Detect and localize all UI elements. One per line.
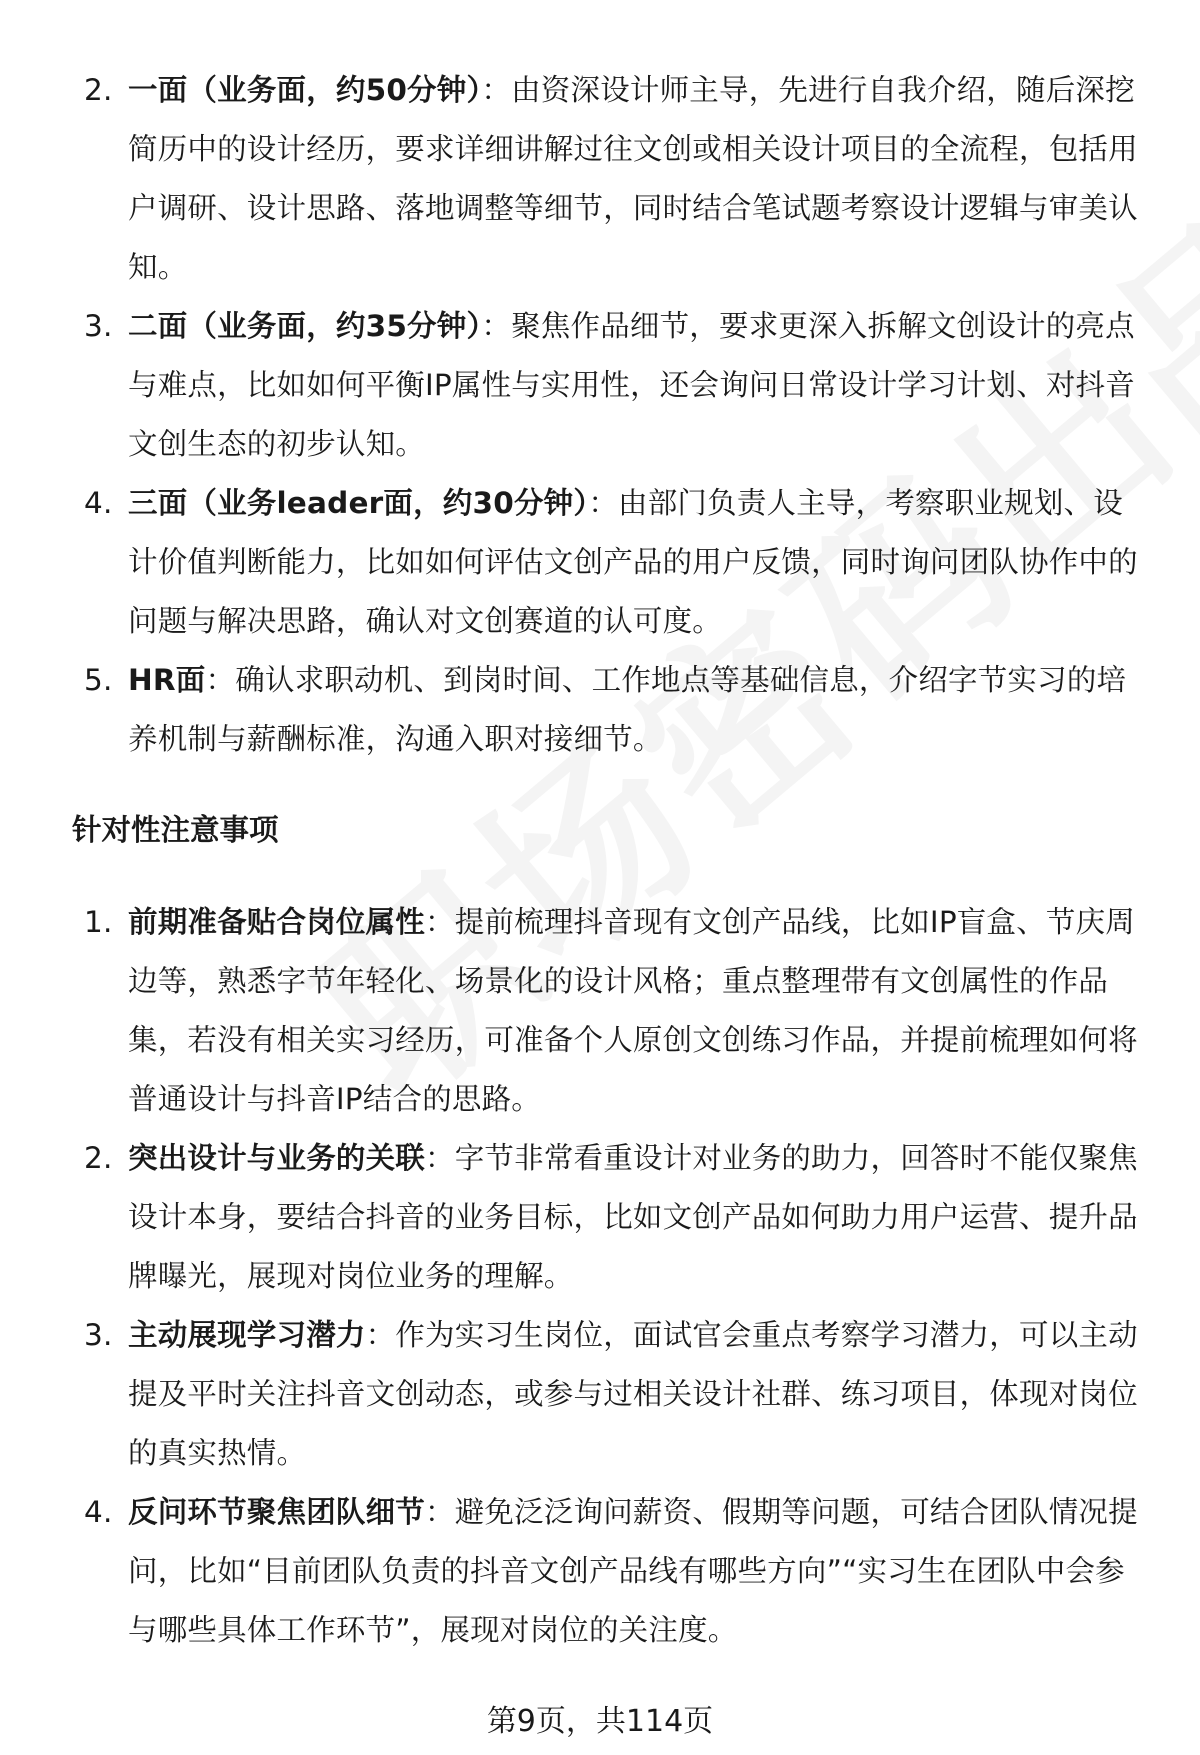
item-lead: HR面 xyxy=(128,663,206,697)
item-lead: 三面（业务leader面，约30分钟） xyxy=(128,486,589,520)
item-number: 4. xyxy=(84,486,113,520)
item-lead: 主动展现学习潜力 xyxy=(128,1318,366,1352)
item-number: 1. xyxy=(84,905,113,939)
list-item xyxy=(0,61,1200,297)
item-number: 2. xyxy=(84,73,113,107)
item-lead: 突出设计与业务的关联 xyxy=(128,1141,426,1175)
list-item xyxy=(0,1483,1200,1660)
item-text: ：字节非常看重设计对业务的助力，回答时不能仅聚焦设计本身，要结合抖音的业务目标，比如文创产品如何助力用户运营、提升品牌曝光，展现对岗位业务的理解。 xyxy=(128,1141,1138,1293)
tips-list xyxy=(0,893,1200,1660)
item-number: 2. xyxy=(84,1141,113,1175)
item-number: 3. xyxy=(84,309,113,343)
page-number: 第9页，共114页 xyxy=(486,1704,714,1739)
item-lead: 二面（业务面，约35分钟） xyxy=(128,309,482,343)
list-item xyxy=(0,1306,1200,1483)
item-lead: 前期准备贴合岗位属性 xyxy=(128,905,426,939)
item-text: ：提前梳理抖音现有文创产品线，比如IP盲盒、节庆周边等，熟悉字节年轻化、场景化的设计风格；重点整理带有文创属性的作品集，若没有相关实习经历，可准备个人原创文创练习作品，并提前梳理如何将普通设计与抖音IP结合的思路。 xyxy=(128,905,1138,1116)
list-item xyxy=(0,474,1200,651)
list-item xyxy=(0,893,1200,1129)
item-number: 4. xyxy=(84,1495,113,1529)
item-lead: 反问环节聚焦团队细节 xyxy=(128,1495,426,1529)
item-text: ：由部门负责人主导，考察职业规划、设计价值判断能力，比如如何评估文创产品的用户反馈，同时询问团队协作中的问题与解决思路，确认对文创赛道的认可度。 xyxy=(128,486,1138,638)
list-item xyxy=(0,651,1200,769)
section-heading: 针对性注意事项 xyxy=(72,813,279,847)
list-item xyxy=(0,1129,1200,1306)
item-text: ：作为实习生岗位，面试官会重点考察学习潜力，可以主动提及平时关注抖音文创动态，或参与过相关设计社群、练习项目，体现对岗位的真实热情。 xyxy=(128,1318,1138,1470)
item-text: ：聚焦作品细节，要求更深入拆解文创设计的亮点与难点，比如如何平衡IP属性与实用性，还会询问日常设计学习计划、对抖音文创生态的初步认知。 xyxy=(128,309,1135,461)
item-number: 3. xyxy=(84,1318,113,1352)
item-lead: 一面（业务面，约50分钟） xyxy=(128,73,482,107)
item-text: ：确认求职动机、到岗时间、工作地点等基础信息，介绍字节实习的培养机制与薪酬标准，沟通入职对接细节。 xyxy=(128,663,1127,756)
list-item xyxy=(0,297,1200,474)
item-text: ：由资深设计师主导，先进行自我介绍，随后深挖简历中的设计经历，要求详细讲解过往文创或相关设计项目的全流程，包括用户调研、设计思路、落地调整等细节，同时结合笔试题考察设计逻辑与审美认知。 xyxy=(128,73,1138,284)
interview-steps-list xyxy=(0,61,1200,769)
item-number: 5. xyxy=(84,663,113,697)
item-text: ：避免泛泛询问薪资、假期等问题，可结合团队情况提问，比如“目前团队负责的抖音文创产品线有哪些方向”“实习生在团队中会参与哪些具体工作环节”，展现对岗位的关注度。 xyxy=(128,1495,1138,1647)
